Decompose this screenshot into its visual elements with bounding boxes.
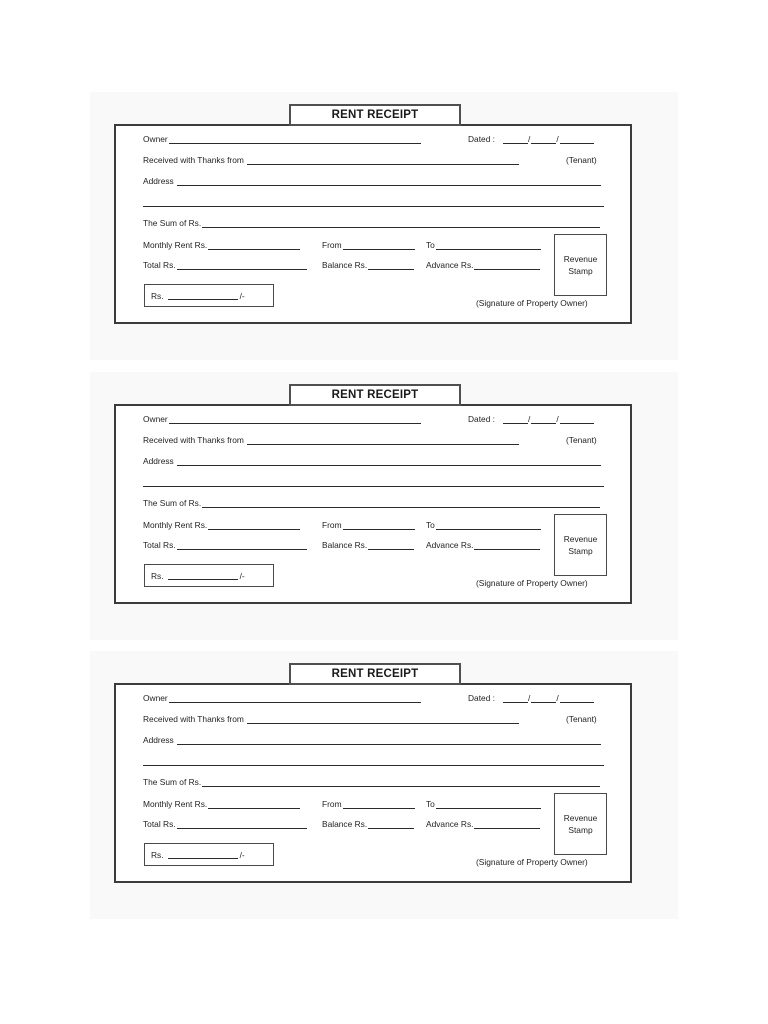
signature-label: (Signature of Property Owner)	[476, 578, 588, 588]
advance-label: Advance Rs.	[426, 819, 474, 829]
address-label: Address	[143, 456, 174, 466]
address-line-2[interactable]	[143, 206, 604, 207]
monthly-rent-label: Monthly Rent Rs.	[143, 240, 208, 250]
revenue-stamp-box: Revenue Stamp	[554, 793, 607, 855]
received-from-field[interactable]	[143, 155, 519, 165]
balance-label: Balance Rs.	[322, 819, 368, 829]
signature-label: (Signature of Property Owner)	[476, 298, 588, 308]
received-label: Received with Thanks from	[143, 155, 244, 165]
to-label: To	[426, 240, 435, 250]
dated-label: Dated :	[468, 414, 496, 424]
owner-field[interactable]	[143, 693, 421, 703]
received-from-field[interactable]	[143, 714, 519, 724]
address-field[interactable]	[143, 456, 601, 466]
rent-receipt-2	[114, 389, 632, 604]
tenant-label: (Tenant)	[566, 435, 597, 445]
to-field[interactable]	[426, 799, 541, 809]
balance-label: Balance Rs.	[322, 260, 368, 270]
from-field[interactable]	[322, 240, 415, 250]
address-label: Address	[143, 735, 174, 745]
to-label: To	[426, 799, 435, 809]
revenue-stamp-box: Revenue Stamp	[554, 234, 607, 296]
address-line-2[interactable]	[143, 486, 604, 487]
address-label: Address	[143, 176, 174, 186]
received-from-field[interactable]	[143, 435, 519, 445]
received-label: Received with Thanks from	[143, 435, 244, 445]
monthly-rent-field[interactable]	[143, 520, 300, 530]
dated-label: Dated :	[468, 693, 496, 703]
total-field[interactable]	[143, 540, 307, 550]
amount-box[interactable]	[144, 843, 274, 866]
to-field[interactable]	[426, 240, 541, 250]
advance-field[interactable]	[426, 260, 540, 270]
monthly-rent-label: Monthly Rent Rs.	[143, 520, 208, 530]
owner-label: Owner	[143, 414, 168, 424]
amount-suffix: /-	[239, 570, 245, 581]
amount-box[interactable]	[144, 564, 274, 587]
balance-field[interactable]	[322, 260, 414, 270]
balance-field[interactable]	[322, 819, 414, 829]
advance-field[interactable]	[426, 540, 540, 550]
to-label: To	[426, 520, 435, 530]
total-label: Total Rs.	[143, 819, 176, 829]
address-field[interactable]	[143, 735, 601, 745]
owner-label: Owner	[143, 693, 168, 703]
owner-label: Owner	[143, 134, 168, 144]
advance-label: Advance Rs.	[426, 540, 474, 550]
amount-prefix: Rs.	[151, 290, 164, 301]
sum-label: The Sum of Rs.	[143, 777, 202, 787]
rent-receipt-1	[114, 109, 632, 324]
tenant-label: (Tenant)	[566, 714, 597, 724]
sum-field[interactable]	[143, 218, 600, 228]
to-field[interactable]	[426, 520, 541, 530]
revenue-stamp-box: Revenue Stamp	[554, 514, 607, 576]
total-field[interactable]	[143, 819, 307, 829]
dated-field[interactable]: Dated : / /	[468, 134, 594, 144]
receipt-title: RENT RECEIPT	[289, 104, 461, 126]
amount-prefix: Rs.	[151, 570, 164, 581]
from-field[interactable]	[322, 520, 415, 530]
advance-label: Advance Rs.	[426, 260, 474, 270]
balance-label: Balance Rs.	[322, 540, 368, 550]
from-label: From	[322, 520, 342, 530]
sum-field[interactable]	[143, 498, 600, 508]
signature-label: (Signature of Property Owner)	[476, 857, 588, 867]
advance-field[interactable]	[426, 819, 540, 829]
receipt-title: RENT RECEIPT	[289, 663, 461, 685]
address-line-2[interactable]	[143, 765, 604, 766]
rent-receipt-3	[114, 668, 632, 883]
receipt-title: RENT RECEIPT	[289, 384, 461, 406]
tenant-label: (Tenant)	[566, 155, 597, 165]
total-label: Total Rs.	[143, 260, 176, 270]
sum-field[interactable]	[143, 777, 600, 787]
amount-suffix: /-	[239, 849, 245, 860]
balance-field[interactable]	[322, 540, 414, 550]
from-label: From	[322, 240, 342, 250]
amount-box[interactable]	[144, 284, 274, 307]
dated-label: Dated :	[468, 134, 496, 144]
total-label: Total Rs.	[143, 540, 176, 550]
address-field[interactable]	[143, 176, 601, 186]
sum-label: The Sum of Rs.	[143, 498, 202, 508]
from-label: From	[322, 799, 342, 809]
owner-field[interactable]	[143, 134, 421, 144]
amount-suffix: /-	[239, 290, 245, 301]
owner-field[interactable]	[143, 414, 421, 424]
monthly-rent-field[interactable]	[143, 799, 300, 809]
amount-prefix: Rs.	[151, 849, 164, 860]
total-field[interactable]	[143, 260, 307, 270]
monthly-rent-field[interactable]	[143, 240, 300, 250]
dated-field[interactable]: Dated : / /	[468, 693, 594, 703]
received-label: Received with Thanks from	[143, 714, 244, 724]
sum-label: The Sum of Rs.	[143, 218, 202, 228]
from-field[interactable]	[322, 799, 415, 809]
dated-field[interactable]: Dated : / /	[468, 414, 594, 424]
monthly-rent-label: Monthly Rent Rs.	[143, 799, 208, 809]
